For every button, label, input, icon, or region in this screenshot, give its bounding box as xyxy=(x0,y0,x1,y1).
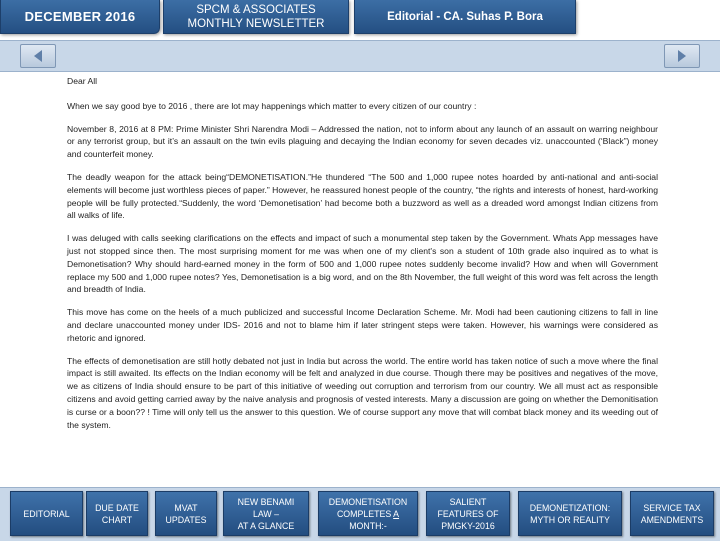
service-tax-amendments-label-2: AMENDMENTS xyxy=(640,514,704,525)
demonetisation-month-label-1: DEMONETISATION xyxy=(328,496,408,507)
next-page-button[interactable] xyxy=(664,44,700,68)
new-benami-law-label-2: LAW – xyxy=(252,508,280,519)
paragraph-announcement: November 8, 2016 at 8 PM: Prime Minister Shri Narendra Modi – Addressed the nation, not to inform about any launch of an assault on warring neighbour or any terrorist group, but it’s an assault on the twin evils plaguing and decaying the Indian economy for seven decades viz. unaccounted (‘Black”) money and counterfeit money. xyxy=(67,123,658,160)
due-date-chart-button[interactable] xyxy=(86,491,148,536)
pmgky-features-label-3: PMGKY-2016 xyxy=(441,520,495,531)
demonetisation-month-label-2 xyxy=(329,508,408,520)
paragraph-ids: This move has come on the heels of a much publicized and successful Income Declaration Scheme. Mr. Modi had been cautioning citizens to fall in line and declare unaccounted money under IDS- 2016 and not to blame him if later stringent steps were taken. However, his warnings were considered as rhetoric and ignored. xyxy=(67,307,658,343)
newsletter-title-line1: SPCM & ASSOCIATES xyxy=(196,3,316,16)
editorial-author: Editorial - CA. Suhas P. Bora xyxy=(387,10,543,23)
new-benami-law-button[interactable] xyxy=(223,491,309,536)
demonetization-myth-button[interactable] xyxy=(518,491,622,536)
navigation-bar xyxy=(0,40,720,72)
new-benami-law-label-1: NEW BENAMI xyxy=(237,496,295,507)
due-date-chart-label-2: CHART xyxy=(101,514,133,525)
paragraph-demonetisation: The deadly weapon for the attack being“DEMONETISATION.”He thundered “The 500 and 1,000 rupee notes hoarded by anti-national and anti-social elements will become just worthless pieces of paper.” However, he reassured honest people of the country, “the rights and interests of honest, hard-working people will be fully protected.“Suddenly, the word ‘Demonetisation’ had become both a buzzword as well as a dreaded word amongst Indian citizens from all walks of life. xyxy=(67,171,658,221)
left-arrow-icon xyxy=(31,49,45,63)
demonetization-myth-label-2: MYTH OR REALITY xyxy=(530,514,610,525)
previous-page-button[interactable] xyxy=(20,44,56,68)
pmgky-features-button[interactable] xyxy=(426,491,510,536)
mvat-updates-label-2: UPDATES xyxy=(165,514,207,525)
demonetisation-month-label-2a: COMPLETES xyxy=(336,508,394,519)
paragraph-queries: I was deluged with calls seeking clarifications on the effects and impact of such a monumental step taken by the Government. Whats App messages have just not stopped since then. The most surprising moment for me was when one of my client's son a student of 10th grade also inquired as to what is Demonetisation? Why should hard-earned money in the form of 500 and 1,000 rupee notes suddenly become invalid? How and when will Government replace my 500 and 1,000 rupee notes? Yes, Demonetisation is a big word, and on the 8th November, the full weight of this word was felt across the length and breadth of India. xyxy=(67,233,658,295)
new-benami-law-label-3: AT A GLANCE xyxy=(237,520,295,531)
service-tax-amendments-button[interactable] xyxy=(630,491,714,536)
editorial-button[interactable] xyxy=(10,491,83,536)
paragraph-intro: When we say good bye to 2016 , there are lot may happenings which matter to every citizen of our country : xyxy=(67,100,477,111)
demonetisation-month-label-2b: A xyxy=(393,508,400,519)
salutation: Dear All xyxy=(67,76,98,86)
newsletter-month: DECEMBER 2016 xyxy=(24,9,136,24)
mvat-updates-label-1: MVAT xyxy=(174,502,198,513)
service-tax-amendments-label-1: SERVICE TAX xyxy=(643,502,701,513)
newsletter-title-line2: MONTHLY NEWSLETTER xyxy=(187,17,325,30)
pmgky-features-label-1: SALIENT xyxy=(449,496,487,507)
demonetization-myth-label-1: DEMONETIZATION: xyxy=(529,502,611,513)
mvat-updates-button[interactable] xyxy=(155,491,217,536)
newsletter-month-tab xyxy=(0,0,160,34)
demonetisation-month-button[interactable] xyxy=(318,491,418,536)
due-date-chart-label-1: DUE DATE xyxy=(95,502,139,513)
paragraph-effects: The effects of demonetisation are still hotly debated not just in India but across the world. The entire world has taken notice of such a move where the final impact is still awaited. Its effects on the Indian economy will be felt and analyzed in due course. Though there may be positives and negatives of the move, we as citizens of India should ensure to be part of this initiative of weeding out corruption and terrorism from our country. We all must act as responsible citizens and avoid getting carried away by the naive analysis and prognosis of vested interests. Many a discussion are going on whether the Demonitisation is curse or a boon?? ! Time will only tell us the answer to this question. We of course support any move that will combat black money and its weeding out of the system. xyxy=(67,355,658,430)
newsletter-title-tab xyxy=(163,0,349,34)
right-arrow-icon xyxy=(675,49,689,63)
demonetisation-month-label-3: MONTH:- xyxy=(349,520,387,531)
editorial-button-label: EDITORIAL xyxy=(23,508,70,519)
editorial-body xyxy=(67,75,658,441)
pmgky-features-label-2: FEATURES OF xyxy=(437,508,499,519)
editorial-author-tab xyxy=(354,0,576,34)
